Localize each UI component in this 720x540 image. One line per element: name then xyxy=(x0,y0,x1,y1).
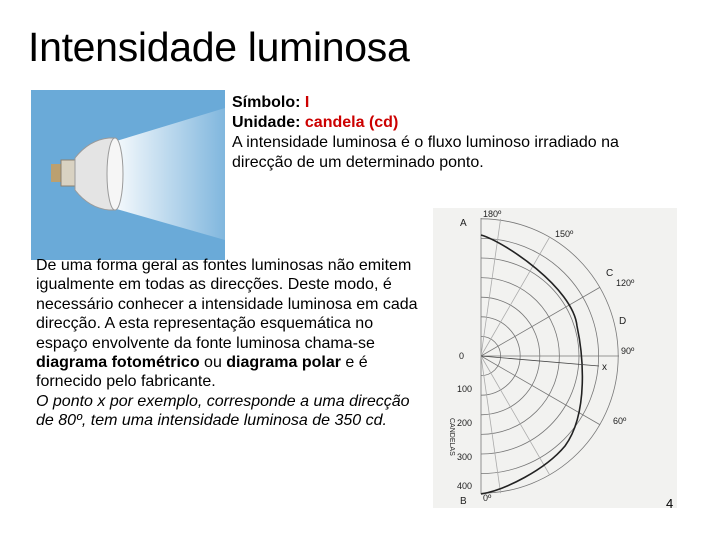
unit-line xyxy=(232,113,652,133)
lamp-illustration xyxy=(31,90,225,260)
angle-label-0: 0º xyxy=(483,493,492,503)
scale-value-100: 100 xyxy=(457,384,473,394)
point-label-c: C xyxy=(606,268,614,279)
point-label-d: D xyxy=(619,316,627,327)
angle-label-90: 90º xyxy=(621,346,635,356)
scale-value-200: 200 xyxy=(457,418,473,428)
body-paragraph xyxy=(36,256,426,431)
angle-label-60: 60º xyxy=(613,416,627,426)
term-diagrama-fotometrico: diagrama fotométrico xyxy=(36,354,200,372)
paragraph-connector: ou xyxy=(199,354,227,372)
polar-diagram xyxy=(433,208,677,508)
page-title: Intensidade luminosa xyxy=(28,24,410,70)
angle-label-180: 180º xyxy=(483,209,502,219)
scale-value-0: 0 xyxy=(459,351,465,361)
point-label-x: x xyxy=(602,362,607,373)
symbol-label: Símbolo: xyxy=(232,94,301,111)
point-label-a: A xyxy=(460,218,467,229)
page-number: 4 xyxy=(666,496,674,511)
info-block xyxy=(232,93,652,173)
unit-label: Unidade: xyxy=(232,114,301,131)
unit-value: candela (cd) xyxy=(304,114,399,131)
symbol-line xyxy=(232,93,652,113)
scale-value-400: 400 xyxy=(457,481,473,491)
angle-label-120: 120º xyxy=(616,278,635,288)
paragraph-ending: e é fornecido pelo fabricante. xyxy=(36,354,368,391)
example-text: O ponto x por exemplo, corresponde a uma direcção de 80º, tem uma intensidade luminosa de 350 cd. xyxy=(36,392,410,430)
angle-label-150: 150º xyxy=(555,229,574,239)
definition-text: A intensidade luminosa é o fluxo luminoso irradiado na direcção de um determinado ponto. xyxy=(232,134,619,171)
axis-unit-label: CANDELAS xyxy=(448,418,455,456)
scale-value-300: 300 xyxy=(457,452,473,462)
paragraph-text: De uma forma geral as fontes luminosas não emitem igualmente em todas as direcções. Deste modo, é necessário conhecer a intensidade luminosa em cada direcção. A esta representação esquemática no espaço envolvente da fonte luminosa chama-se xyxy=(36,257,418,352)
term-diagrama-polar: diagrama polar xyxy=(226,354,341,372)
symbol-value: I xyxy=(304,94,310,111)
point-label-b: B xyxy=(460,496,467,507)
